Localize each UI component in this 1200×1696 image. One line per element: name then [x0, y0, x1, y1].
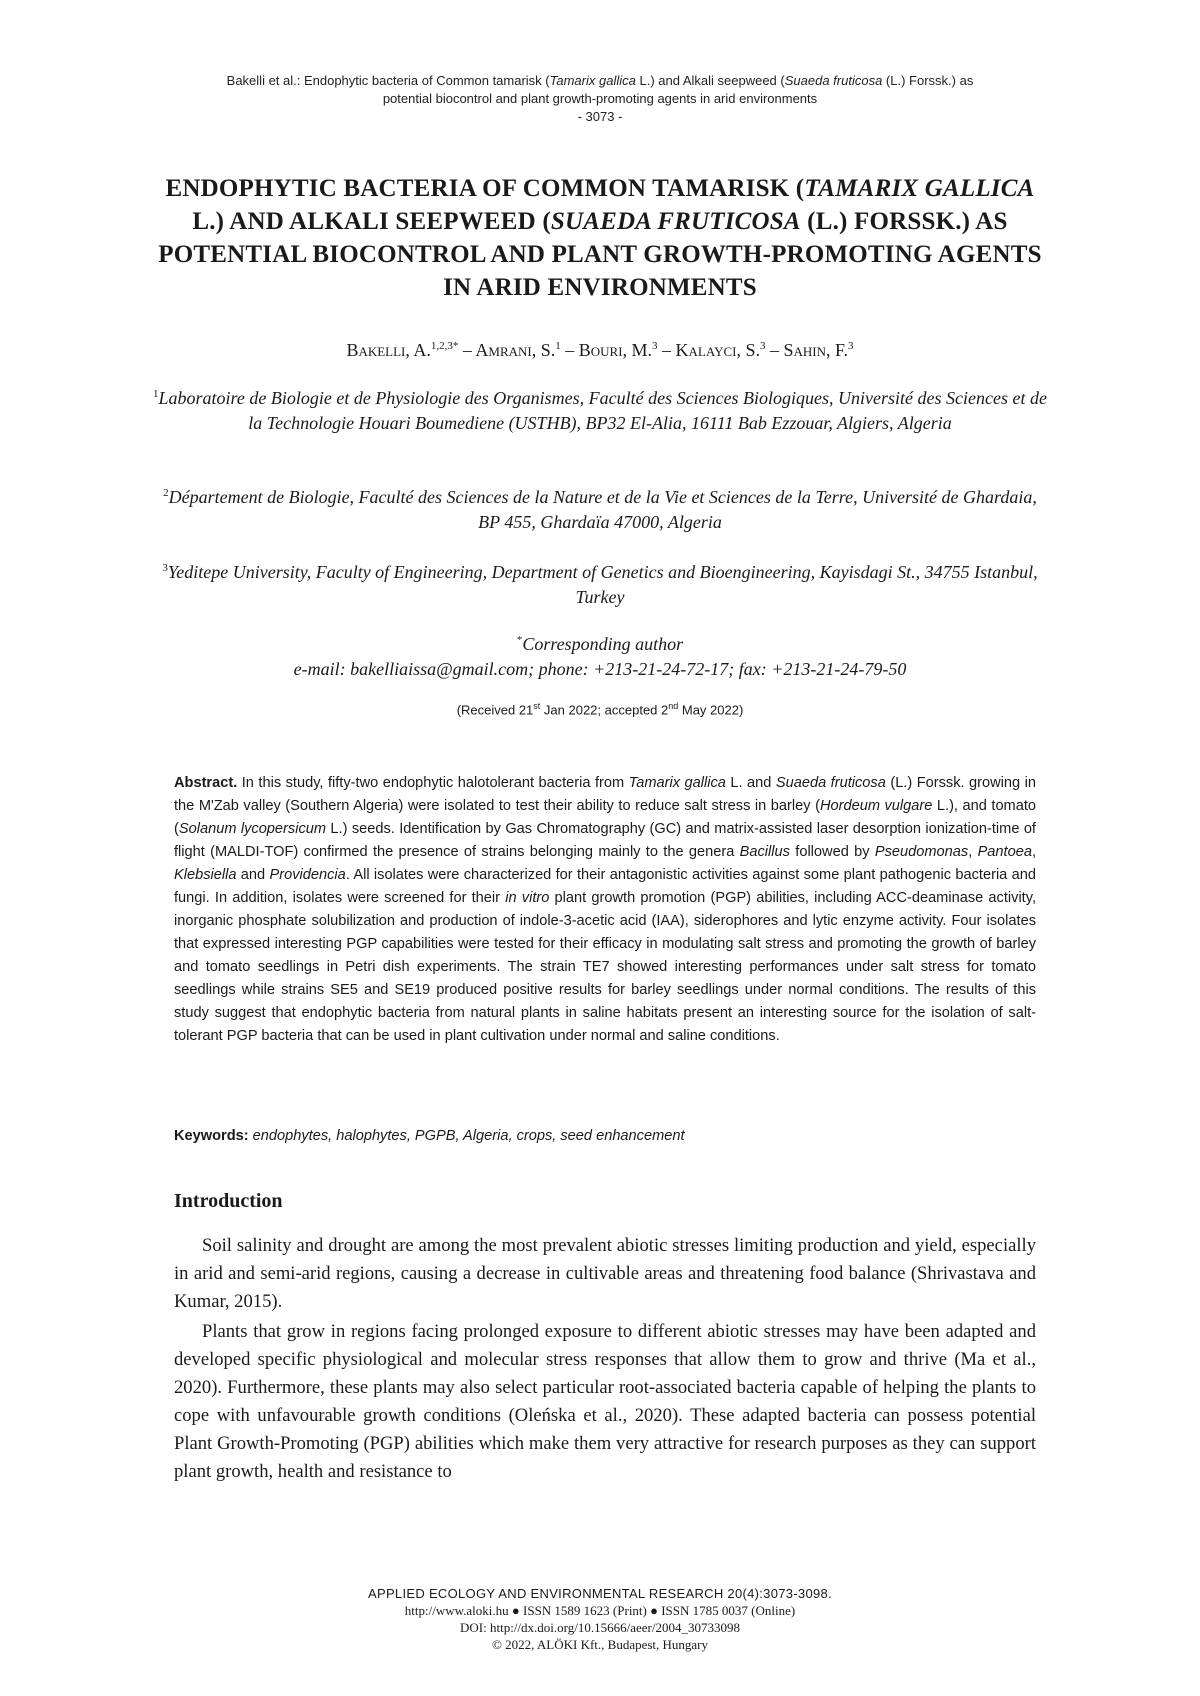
running-header-line-1: Bakelli et al.: Endophytic bacteria of Common tamarisk (Tamarix gallica L.) and Alkali seepweed (Suaeda fruticosa (L.) Forssk.) as — [226, 73, 974, 88]
running-header — [150, 72, 1050, 126]
keywords — [174, 1125, 1036, 1148]
footer-copyright: © 2022, ALÖKI Kft., Budapest, Hungary — [491, 1637, 709, 1652]
affiliation-1: $^1$Laboratoire de Biologie et de Physiologie des Organismes, Faculté des Sciences Biologiques, Université des Sciences et de la Technologie Houari Boumediene (USTHB), BP32 El-Alia, 16111 Bab Ezzouar, Algiers, Algeria — [153, 388, 1047, 433]
footer-doi: DOI: http://dx.doi.org/10.15666/aeer/2004_30733098 — [460, 1620, 740, 1635]
running-header-line-2: potential biocontrol and plant growth-promoting agents in arid environments — [382, 91, 818, 106]
keywords-label: Keywords: — [174, 1128, 249, 1144]
abstract-label: Abstract. — [174, 775, 238, 791]
affiliation-3: $^3$Yeditepe University, Faculty of Engineering, Department of Genetics and Bioengineering, Kayisdagi St., 34755 Istanbul, Turkey — [162, 562, 1038, 607]
paper-title: ENDOPHYTIC BACTERIA OF COMMON TAMARISK (TAMARIX GALLICA L.) AND ALKALI SEEPWEED (SUAEDA FRUTICOSA (L.) FORSSK.) AS POTENTIAL BIOCONTROL AND PLANT GROWTH-PROMOTING AGENTS IN ARID ENVIRONMENTS — [158, 175, 1042, 301]
footer-journal: APPLIED ECOLOGY AND ENVIRONMENTAL RESEARCH 20(4):3073-3098. — [368, 1586, 832, 1601]
corresponding-author-contact: e-mail: bakelliaissa@gmail.com; phone: +213-21-24-72-17; fax: +213-21-24-79-50 — [293, 659, 907, 679]
page-number: - 3073 - — [577, 109, 623, 124]
keywords-value: endophytes, halophytes, PGPB, Algeria, crops, seed enhancement — [248, 1128, 685, 1144]
corresponding-author-label: *Corresponding author — [516, 634, 684, 654]
intro-paragraph-1: Soil salinity and drought are among the most prevalent abiotic stresses limiting production and yield, especially in arid and semi-arid regions, causing a decrease in cultivable areas and threatening food balance (Shrivastava and Kumar, 2015). — [174, 1235, 1036, 1312]
author-list: Bakelli, A.$^{1,2,3*}$ – Amrani, S.$^1$ – Bouri, M.$^3$ – Kalayci, S.$^3$ – Sahin, F.$^3$ — [346, 340, 854, 360]
received-dates: (Received 21st Jan 2022; accepted 2nd May 2022) — [456, 701, 744, 718]
section-heading-introduction: Introduction — [174, 1190, 283, 1212]
intro-paragraph-2: Plants that grow in regions facing prolonged exposure to different abiotic stresses may have been adapted and developed specific physiological and molecular stress responses that allow them to grow and thrive (Ma et al., 2020). Furthermore, these plants may also select particular root-associated bacteria capable of helping the plants to cope with unfavourable growth conditions (Oleńska et al., 2020). These adapted bacteria can possess potential Plant Growth-Promoting (PGP) abilities which make them very attractive for research purposes as they can support plant growth, health and resistance to — [174, 1321, 1036, 1482]
abstract: Abstract. In this study, fifty-two endophytic halotolerant bacteria from Tamarix gallica L. and Suaeda fruticosa (L.) Forssk. growing in the M'Zab valley (Southern Algeria) were isolated to test their ability to reduce salt stress in barley (Hordeum vulgare L.), and tomato (Solanum lycopersicum L.) seeds. Identification by Gas Chromatography (GC) and matrix-assisted laser desorption ionization-time of flight (MALDI-TOF) confirmed the presence of strains belonging mainly to the genera Bacillus followed by Pseudomonas, Pantoea, Klebsiella and Providencia. All isolates were characterized for their antagonistic activities against some plant pathogenic bacteria and fungi. In addition, isolates were screened for their in vitro plant growth promotion (PGP) abilities, including ACC-deaminase activity, inorganic phosphate solubilization and production of indole-3-acetic acid (IAA), siderophores and lytic enzyme activity. Four isolates that expressed interesting PGP capabilities were tested for their efficacy in modulating salt stress and promoting the growth of barley and tomato seedlings in Petri dish experiments. The strain TE7 showed interesting performances under salt stress for tomato seedlings while strains SE5 and SE19 produced positive results for barley seedlings under normal conditions. The results of this study suggest that endophytic bacteria from natural plants in saline habitats present an interesting source for the isolation of salt-tolerant PGP bacteria that can be used in plant cultivation under normal and saline conditions. — [174, 775, 1037, 1044]
affiliation-2: $^2$Département de Biologie, Faculté des Sciences de la Nature et de la Vie et Sciences de la Terre, Université de Ghardaia, BP 455, Ghardaïa 47000, Algeria — [163, 487, 1037, 532]
footer-issn: http://www.aloki.hu ● ISSN 1589 1623 (Print) ● ISSN 1785 0037 (Online) — [404, 1603, 796, 1618]
corresponding-author — [150, 628, 1050, 682]
page-footer — [150, 1585, 1050, 1653]
